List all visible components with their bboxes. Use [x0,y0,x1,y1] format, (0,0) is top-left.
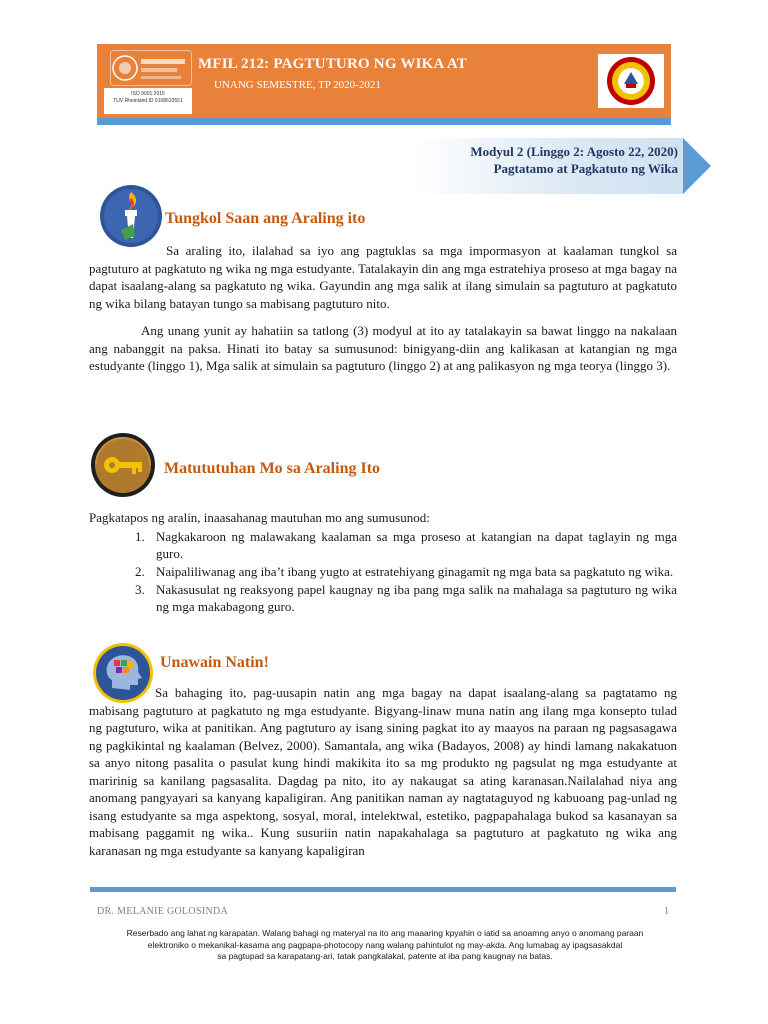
copyright-line: Reserbado ang lahat ng karapatan. Walang bahagi ng materyal na ito ang maaaring kpyahin o iatid sa anoamng anyo o anomang paraan [126,928,644,938]
list-item [89,563,677,580]
discussion-paragraph: Sa bahaging ito, pag-uusapin natin ang mga bagay na dapat isaalang-alang sa pagtatamo ng mabisang pagtuturo at pagkatuto ng mga estudyante. Bigyang-linaw muna natin ang ilang mga konsepto tulad ng pagtuturo, wika at panitikan. Ang pagtuturo ay isang sining pagkat ito ay maayos na paraan ng pagsasagawa ng pagkikintal ng kaalaman (Belvez, 2000). Samantala, ang wika (Badayos, 2008) ay hindi lamang nakakatuon sa anyo nitong pasalita o pasulat kung hindi makikita ito sa mg produkto ng pagsulat ng mga estudyante at maririnig sa kanilang pagsasalita. Dagdag pa nito, ito ay nakaugat sa ating karanasan.Nailalahad niya ang anomang pangyayari sa kanyang kapaligiran. Ang panitikan naman ay nagtataguyod ng kabuoang pag-unlad ng isang estudyante sa mga aspektong, sosyal, moral, intelektwal, estetiko, pagpapahalaga bukod sa kasanayan sa mabisang paggamit ng wika.. Kung susuriin natin napakahalaga sa pagtuturo at pagkatuto ng wika ang karanasan ng mga estudyante sa kanyang kapaligiran [89,685,677,858]
section-heading-matututuhan: Matututuhan Mo sa Araling Ito [164,460,381,477]
footer-author: DR. MELANIE GOLOSINDA [97,906,229,917]
page-number: 1 [664,906,669,917]
list-item-text: Nagkakaroon ng malawakang kaalaman sa mga proseso at katangian na dapat taglayin ng mga guro. [156,529,677,561]
section-heading-unawain: Unawain Natin! [160,654,269,671]
iso-certification-badge [104,88,192,114]
intro-paragraph: Sa araling ito, ilalahad sa iyo ang pagtuklas sa mga impormasyon at kaalaman tungkol sa pagtuturo at pagkatuto ng wika ng mga estudyante. Tatalakayin din ang mga estratehiya proseso at mga bagay na dapat isaalang-alang sa pagkatuto ng wika. Gayundin ang mga salik at ilang simulain sa pagtuturo at pagkatuto ng wika bilang batayan tungo sa mabisang pagtuturo nito. [89,243,677,311]
module-title: Pagtatamo at Pagkatuto ng Wika [493,161,678,176]
university-logo [104,48,194,114]
footer-divider [90,887,676,892]
unit-overview-paragraph: Ang unang yunit ay hahatiin sa tatlong (3) modyul at ito ay tatalakayin sa bawat linggo na nakalaan ang nabanggit na paksa. Hinati ito batay sa sumusunod: binigyang-diin ang kalikasan at katangian ng mga estudyante (linggo 1), Mga salik at simulain sa pagtuturo (linggo 2) at ang palikasyon ng mga teorya (linggo 3). [89,323,677,373]
section-heading-tungkol: Tungkol Saan ang Araling ito [165,210,366,227]
copyright-line: sa pagtupad sa karapatang-ari, tatak pangkalakal, patente at iba pang kaugnay na batas. [217,951,553,961]
objectives-list [89,528,677,616]
list-item [89,581,677,615]
list-item-text: Nakasusulat ng reaksyong papel kaugnay ng iba pang mga salik na mahalaga sa pagtuturo ng wika ng mga makabagong guro. [156,582,677,614]
semester-label: UNANG SEMESTRE, TP 2020-2021 [214,79,381,91]
list-item-number: 1. [135,529,145,544]
logo-wordmark [110,50,192,86]
iso-cert-line: ISO 9001:2015 [131,91,165,97]
list-item-number: 3. [135,582,145,597]
header-accent-bar [97,118,671,125]
copyright-notice [100,928,670,963]
copyright-line: elektroniko o mekanikal-kasama ang pagpapa-photocopy nang walang pahintulot ng may-akda. Ang lumabag ay ipagsasakdal [147,939,623,950]
list-item-text: Naipaliliwanag ang iba’t ibang yugto at estratehiyang ginagamit ng mga bata sa pagkatuto ng wika. [156,564,674,579]
key-icon [90,432,156,498]
module-banner-arrow [683,138,711,194]
course-title: MFIL 212: PAGTUTURO NG WIKA AT [198,56,467,72]
torch-icon [99,184,163,248]
list-item-number: 2. [135,564,145,579]
module-number: Modyul 2 (Linggo 2: Agosto 22, 2020) [470,144,678,159]
objectives-intro: Pagkatapos ng aralin, inaasahanag mautuhan mo ang sumusunod: [89,510,430,525]
tuv-cert-line: TUV Rheinland ID 9108633551 [113,98,183,104]
list-item [89,528,677,562]
university-seal-icon [598,54,664,108]
